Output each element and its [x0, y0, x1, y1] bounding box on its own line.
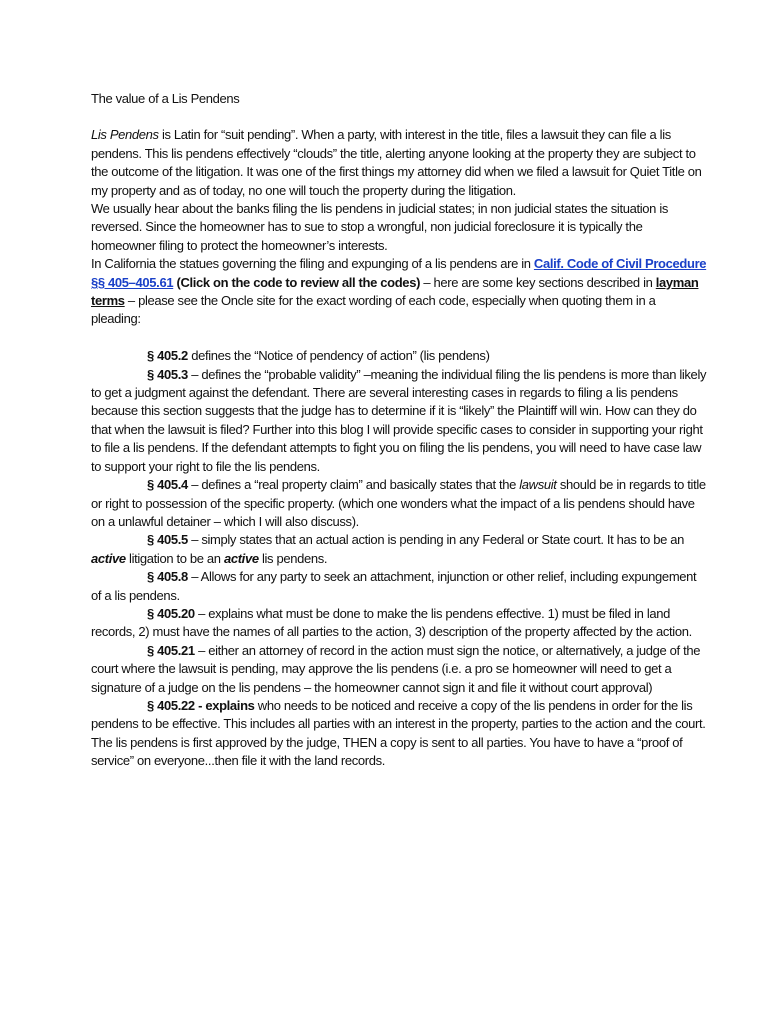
california-text-3: – please see the Oncle site for the exact wording of each code, especially when quoting them in a pleading: [91, 293, 656, 327]
section-text: who needs to be noticed and receive a copy of the lis pendens in order for the lis pendens to be effective. This includes all parties with an interest in the property, parties to the action and the court. The lis pendens is first approved by the judge, THEN a copy is sent to all parties. You have to have a “proof of service” on everyone...then file it with the land records. [91, 697, 706, 769]
intro-paragraph [91, 126, 708, 200]
california-text-2: – here are some key sections described in [420, 274, 656, 290]
click-code-note: (Click on the code to review all the codes) [173, 274, 421, 290]
section-code: § 405.22 [147, 697, 195, 713]
paragraph-gap [91, 329, 708, 347]
section-405-20 [91, 605, 708, 642]
section-text: defines the “Notice of pendency of action” (lis pendens) [187, 348, 490, 364]
section-text: – explains what must be done to make the lis pendens effective. 1) must be filed in land records, 2) must have the names of all parties to the action, 3) description of the property affected by the action. [91, 605, 692, 640]
california-text-1: In California the statues governing the filing and expunging of a lis pendens are in [91, 256, 534, 272]
section-405-22 [91, 697, 708, 771]
section-text: – either an attorney of record in the action must sign the notice, or alternatively, a judge of the court where the lawsuit is pending, may approve the lis pendens (i.e. a pro se homeowner will need to get a signature of a judge on the lis pendens – the homeowner cannot sign it and file it without court approval) [91, 642, 701, 695]
california-paragraph [91, 255, 708, 329]
lis-pendens-term: Lis Pendens [91, 127, 159, 143]
section-405-4 [91, 476, 708, 531]
section-text: – defines the “probable validity” –meaning the individual filing the lis pendens is more than likely to get a judgment against the defendant. There are several interesting cases in regards to filing a lis pendens because this section suggests that the judge has to determine if it is “likely” the Plaintiff will win. How can they do that when the lawsuit is filed? Further into this blog I will provide specific cases to consider in supporting your right to file a lis pendens. If the defendant attempts to fight you on filing the lis pendens, you will need to have case law to support your right to file the lis pendens. [91, 366, 707, 474]
intro-text: is Latin for “suit pending”. When a party, with interest in the title, files a lawsuit they can file a lis pendens. This lis pendens effectively “clouds” the title, alerting anyone looking at the property they are subject to the outcome of the litigation. It was one of the first things my attorney did when we filed a lawsuit for Quiet Title on my property and as of today, no one will touch the property during the litigation. [91, 127, 702, 198]
section-code: § 405.5 [147, 532, 188, 548]
civil-procedure-link[interactable]: Calif. Code of Civil Procedure §§ 405–405.61 [91, 256, 707, 290]
section-405-3 [91, 366, 708, 476]
judicial-states-paragraph: We usually hear about the banks filing the lis pendens in judicial states; in non judicial states the situation is reversed. Since the homeowner has to sue to stop a wrongful, non judicial foreclosure it is typically the homeowner filing to protect the homeowner’s interests. [91, 201, 669, 253]
section-text: – Allows for any party to seek an attachment, injunction or other relief, including expungement of a lis pendens. [91, 569, 697, 603]
document-title: The value of a Lis Pendens [91, 91, 240, 106]
section-405-8 [91, 568, 708, 605]
section-405-2 [91, 347, 708, 365]
section-text: – simply states that an actual action is pending in any Federal or State court. It has to be an [187, 532, 685, 548]
section-text: litigation to be an [125, 550, 224, 566]
section-text: should be in regards to title or right to possession of the specific property. (which one wonders what the impact of a lis pendens should have on a unlawful detainer – which I will also discuss). [91, 477, 706, 529]
section-code: § 405.8 [147, 569, 188, 585]
active-emphasis: active [91, 550, 126, 566]
section-405-5 [91, 531, 708, 568]
section-code: § 405.2 [147, 348, 188, 364]
section-code: § 405.4 [147, 477, 188, 493]
section-text: – defines a “real property claim” and basically states that the [187, 477, 520, 493]
lawsuit-emphasis: lawsuit [519, 477, 557, 493]
section-text: lis pendens. [258, 550, 328, 566]
section-code: § 405.20 [147, 605, 195, 621]
section-code: § 405.21 [147, 642, 195, 658]
explains-bold: - explains [194, 697, 255, 713]
section-code: § 405.3 [147, 366, 188, 382]
active-emphasis: active [223, 550, 259, 566]
layman-terms-text: layman terms [91, 274, 699, 309]
section-405-21 [91, 642, 708, 697]
